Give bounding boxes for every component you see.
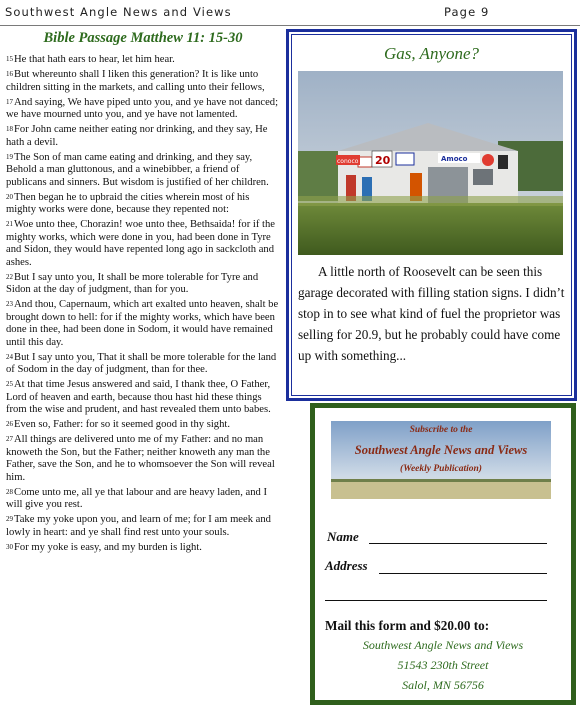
bible-verse [6, 124, 280, 149]
verse-text: But I say unto you, It shall be more tolerable for Tyre and Sidon at the day of judgment, than for you. [6, 271, 259, 295]
mailing-address-line: Southwest Angle News and Views [362, 638, 524, 652]
verse-number: 18 [6, 125, 13, 133]
bible-verse [6, 434, 280, 484]
mailing-address-line: Salol, MN 56756 [402, 678, 484, 692]
page-header [0, 0, 580, 26]
verse-text: For John came neither eating nor drinking, and they say, He hath a devil. [6, 124, 268, 148]
verse-text: For my yoke is easy, and my burden is light. [14, 541, 202, 553]
verse-text: At that time Jesus answered and said, I thank thee, O Father, Lord of heaven and earth, because thou hast hid these things from the wise and prudent, and hast revealed them unto babes. [6, 379, 271, 415]
banner-line-3: (Weekly Publication) [400, 464, 482, 474]
bible-verse [6, 514, 280, 539]
publication-title: Southwest Angle News and Views [5, 5, 232, 19]
verse-text: Woe unto thee, Chorazin! woe unto thee, Bethsaida! for if the mighty works, which were done in you, had been done in Tyre and Sidon, they would have repented long ago in sackcloth and ashes. [6, 219, 275, 268]
bible-verse [6, 219, 280, 269]
verse-number: 25 [6, 380, 13, 388]
bible-verse [6, 419, 280, 432]
verse-number: 20 [6, 192, 13, 201]
verse-number: 26 [6, 420, 13, 428]
bible-verse [6, 54, 280, 67]
verse-text: And thou, Capernaum, which art exalted unto heaven, shalt be brought down to hell: for if the mighty works, which have been done in thee, had been done in Sodom, it would have remained until this day. [6, 299, 279, 348]
bible-passage-column [6, 30, 280, 557]
name-label: Name [327, 529, 359, 544]
bible-verse [6, 192, 280, 217]
verse-number: 28 [6, 487, 13, 496]
verse-text: All things are delivered unto me of my Father: and no man knoweth the Son, but the Father; neither knoweth any man the Father, save the Son, and he to whomsoever the Son will reveal him. [6, 434, 275, 483]
bible-verse [6, 487, 280, 512]
verse-text: Then began he to upbraid the cities wherein most of his mighty works were done, because they repented not: [6, 191, 250, 215]
mailing-address-line: 51543 230th Street [397, 658, 489, 672]
verse-number: 24 [6, 352, 13, 361]
article-inner-border [291, 34, 572, 396]
address-label: Address [325, 558, 368, 573]
amoco-sign: Amoco [441, 155, 468, 163]
price-sign: 20 [375, 154, 391, 167]
verse-text: He that hath ears to hear, let him hear. [14, 54, 175, 65]
gas-anyone-article [286, 29, 577, 401]
verse-number: 17 [6, 97, 13, 106]
page-number: Page 9 [444, 5, 490, 19]
banner-line-2: Southwest Angle News and Views [354, 443, 528, 457]
verse-text: Take my yoke upon you, and learn of me; for I am meek and lowly in heart: and ye shall find rest unto your souls. [6, 514, 271, 538]
verse-text: The Son of man came eating and drinking, and they say, Behold a man gluttonous, and a winebibber, a friend of publicans and sinners. But wisdom is justified of her children. [6, 151, 269, 188]
verse-number: 29 [6, 515, 13, 523]
verse-list [6, 54, 280, 554]
garage-photo [298, 71, 563, 255]
verse-number: 27 [6, 435, 13, 443]
subscribe-banner [331, 421, 551, 499]
address-field[interactable] [379, 573, 547, 574]
verse-number: 16 [6, 70, 13, 78]
bible-passage-title: Bible Passage Matthew 11: 15-30 [43, 30, 243, 46]
verse-number: 23 [6, 300, 13, 308]
bible-verse [6, 152, 280, 190]
banner-line-1: Subscribe to the [409, 425, 473, 435]
name-field[interactable] [369, 543, 547, 544]
bible-verse [6, 352, 280, 377]
verse-number: 15 [6, 55, 13, 63]
address-field-line-2[interactable] [325, 600, 547, 601]
bible-verse [6, 379, 280, 417]
subscription-form [310, 403, 576, 705]
verse-text: Even so, Father: for so it seemed good in thy sight. [14, 419, 230, 430]
bible-verse [6, 97, 280, 122]
verse-text: Come unto me, all ye that labour and are heavy laden, and I will give you rest. [6, 486, 267, 510]
verse-number: 19 [6, 152, 13, 161]
verse-number: 22 [6, 272, 13, 281]
verse-text: And saying, We have piped unto you, and ye have not danced; we have mourned unto you, and ye have not lamented. [6, 96, 279, 120]
bible-verse [6, 272, 280, 297]
verse-text: But I say unto you, That it shall be more tolerable for the land of Sodom in the day of judgment, than for thee. [6, 351, 277, 375]
article-title: Gas, Anyone? [383, 44, 480, 63]
mail-instructions: Mail this form and $20.00 to: [325, 618, 490, 633]
verse-number: 21 [6, 220, 13, 228]
article-body: A little north of Roosevelt can be seen this garage decorated with filling station signs. I didn’t stop in to see what kind of fuel the proprietor was selling for 20.9, but he probably could have come up with something... [298, 264, 565, 363]
bible-verse [6, 542, 280, 555]
bible-verse [6, 299, 280, 349]
conoco-sign: conoco [337, 158, 359, 165]
verse-text: But whereunto shall I liken this generation? It is like unto children sitting in the markets, and calling unto their fellows, [6, 69, 265, 93]
verse-number: 30 [6, 542, 13, 551]
bible-verse [6, 69, 280, 94]
